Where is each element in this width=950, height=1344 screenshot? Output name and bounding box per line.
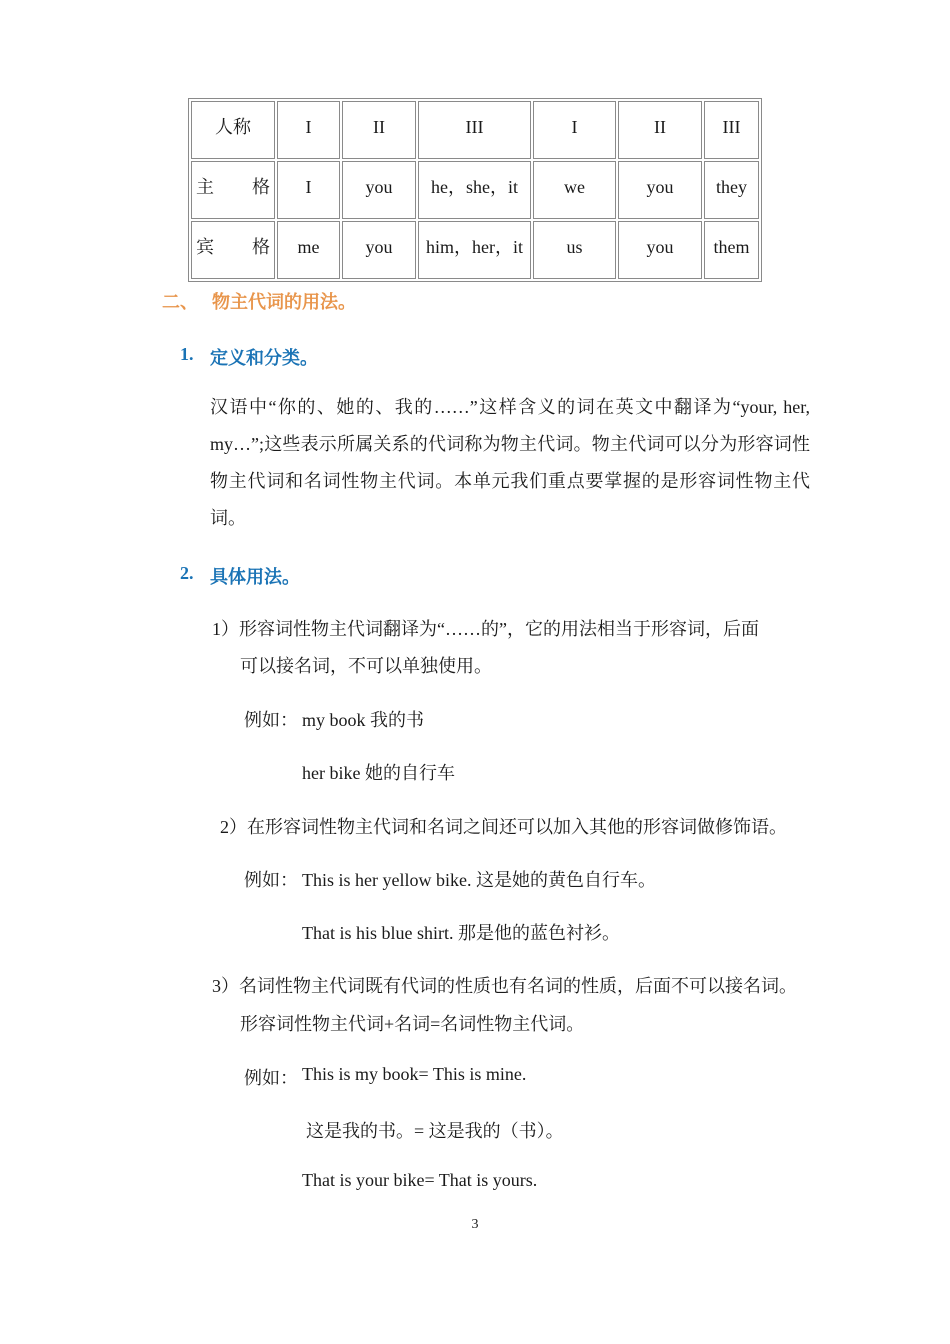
table-cell: they [704, 161, 759, 219]
table-header-row [191, 101, 759, 159]
table-cell: he，she，it [418, 161, 531, 219]
example-text: This is her yellow bike. 这是她的黄色自行车。 [302, 870, 656, 890]
table-header-cell: I [533, 101, 616, 159]
row-label: 宾 格 [191, 221, 275, 279]
example-text: This is my book= This is mine. [302, 1064, 527, 1084]
subsection-number: 1. [180, 344, 194, 364]
table-cell: you [342, 221, 416, 279]
table-header-cell: 人称 [191, 101, 275, 159]
table-cell: we [533, 161, 616, 219]
table-cell: you [342, 161, 416, 219]
example-label: 例如： [244, 710, 298, 730]
table-header-cell: III [418, 101, 531, 159]
usage-item-1-line-1: 1）形容词性物主代词翻译为“……的”，它的用法相当于形容词，后面 [212, 619, 759, 639]
subsection-title: 定义和分类。 [210, 348, 318, 369]
pronoun-table [188, 98, 762, 282]
table-header-cell: I [277, 101, 340, 159]
table-cell: you [618, 161, 702, 219]
subsection-heading-definition [180, 344, 318, 370]
example-text: my book 我的书 [302, 710, 425, 730]
subsection-number: 2. [180, 563, 194, 583]
example-text: That is his blue shirt. 那是他的蓝色衬衫。 [302, 923, 620, 943]
section-heading [162, 288, 356, 314]
table-cell: them [704, 221, 759, 279]
example-text: 这是我的书。= 这是我的（书）。 [306, 1121, 564, 1141]
usage-item-3-line-1: 3）名词性物主代词既有代词的性质也有名词的性质，后面不可以接名词。 [212, 976, 797, 996]
usage-item-1-line-2: 可以接名词，不可以单独使用。 [240, 656, 492, 676]
table-header-cell: II [342, 101, 416, 159]
table-row [191, 161, 759, 219]
table-cell: us [533, 221, 616, 279]
definition-paragraph: 汉语中“你的、她的、我的……”这样含义的词在英文中翻译为“your, her, my…”;这些表示所属关系的代词称为物主代词。物主代词可以分为形容词性物主代词和名词性物主代词。本单元我们重点要掌握的是形容词性物主代词。 [210, 397, 810, 528]
table-cell: him，her，it [418, 221, 531, 279]
table-cell: you [618, 221, 702, 279]
row-label: 主 格 [191, 161, 275, 219]
subsection-title: 具体用法。 [210, 567, 300, 588]
table-header-cell: II [618, 101, 702, 159]
page-number: 3 [471, 1217, 479, 1232]
example-label: 例如： [244, 1068, 298, 1088]
subsection-heading-usage [180, 563, 300, 589]
section-title: 物主代词的用法。 [212, 292, 356, 313]
section-number: 二、 [162, 292, 198, 313]
table-cell: I [277, 161, 340, 219]
example-text: That is your bike= That is yours. [302, 1170, 538, 1190]
example-text: her bike 她的自行车 [302, 763, 455, 783]
example-label: 例如： [244, 870, 298, 890]
table-header-cell: III [704, 101, 759, 159]
table-row [191, 221, 759, 279]
table-cell: me [277, 221, 340, 279]
usage-item-3-line-2: 形容词性物主代词+名词=名词性物主代词。 [240, 1014, 585, 1034]
usage-item-2: 2）在形容词性物主代词和名词之间还可以加入其他的形容词做修饰语。 [220, 817, 787, 837]
